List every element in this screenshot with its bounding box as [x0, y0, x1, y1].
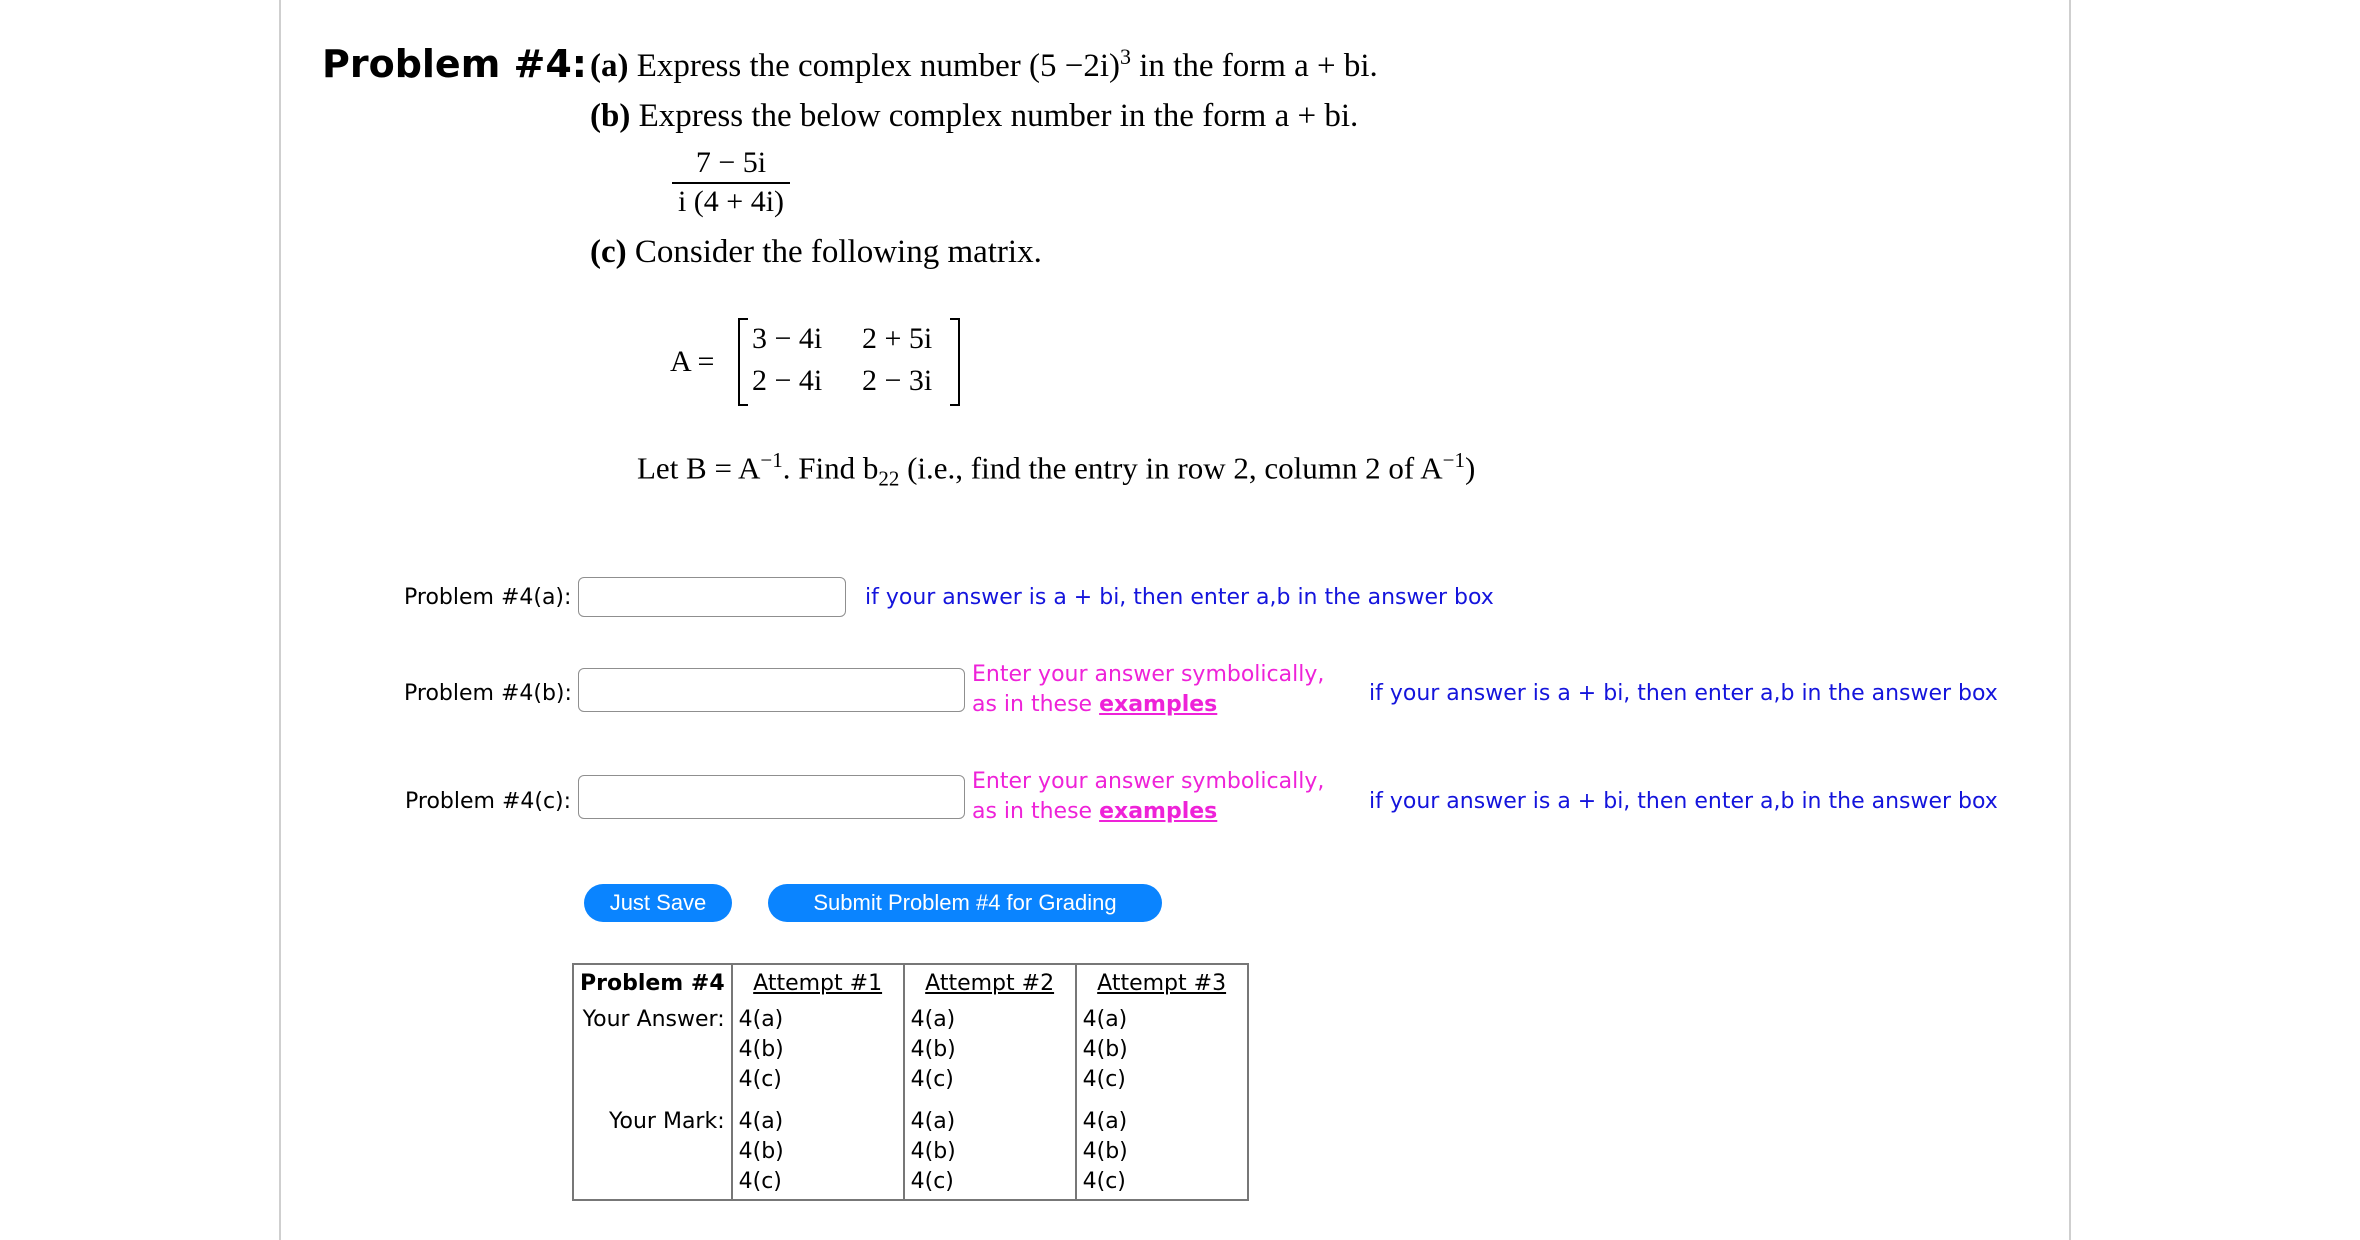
table-header-attempt-1[interactable]: Attempt #1 — [732, 964, 904, 1001]
answer-b-note-prefix: as in these — [972, 692, 1100, 717]
matrix-name: A = — [670, 345, 715, 378]
attempt-2-mark-c: 4(c) — [910, 1169, 954, 1194]
part-b-text: Express the below complex number in the form a + bi. — [638, 98, 1359, 134]
answer-c-hint: if your answer is a + bi, then enter a,b in the answer box — [1369, 789, 1998, 814]
attempt-2-mark-b: 4(b) — [910, 1139, 956, 1164]
attempt-1-answer-b: 4(b) — [738, 1037, 784, 1062]
let-text-4: ) — [1464, 450, 1476, 486]
table-header-attempt-2[interactable]: Attempt #2 — [904, 964, 1076, 1001]
answer-b-hint: if your answer is a + bi, then enter a,b in the answer box — [1369, 681, 1998, 706]
matrix-cell-11: 3 − 4i — [752, 322, 823, 355]
attempt-2-answer-c: 4(c) — [910, 1067, 954, 1092]
attempt-3-mark-c: 4(c) — [1082, 1169, 1126, 1194]
attempt-2-marks — [904, 1097, 1076, 1200]
let-text-1: Let B = A — [637, 450, 761, 486]
part-c-label: (c) — [590, 234, 627, 270]
part-c-statement — [590, 234, 1042, 271]
answer-c-note-prefix: as in these — [972, 799, 1100, 824]
answer-c-note-line1: Enter your answer symbolically, — [972, 769, 1325, 794]
your-answer-label: Your Answer: — [582, 1007, 725, 1032]
attempt-2-answers — [904, 1001, 1076, 1097]
answer-b-note-line2 — [972, 690, 1324, 720]
answer-a-hint: if your answer is a + bi, then enter a,b in the answer box — [865, 585, 1494, 610]
part-a-label: (a) — [590, 48, 629, 84]
answer-b-note-line1: Enter your answer symbolically, — [972, 662, 1325, 687]
just-save-button[interactable]: Just Save — [584, 884, 732, 922]
attempt-3-mark-a: 4(a) — [1082, 1109, 1128, 1134]
left-border-line — [279, 0, 281, 1240]
let-sup-1: −1 — [760, 448, 783, 472]
let-text-2: . Find b — [782, 450, 879, 486]
answer-b-examples-link[interactable]: examples — [1099, 692, 1218, 717]
matrix-a — [738, 318, 960, 406]
answer-c-examples-link[interactable]: examples — [1099, 799, 1218, 824]
answer-a-label: Problem #4(a): — [404, 585, 572, 610]
your-answer-row — [573, 1001, 1248, 1097]
your-mark-row — [573, 1097, 1248, 1200]
matrix-cell-21: 2 − 4i — [752, 364, 823, 397]
attempt-3-mark-b: 4(b) — [1082, 1139, 1128, 1164]
attempt-1-answer-c: 4(c) — [738, 1067, 782, 1092]
complex-fraction — [672, 146, 790, 219]
let-sup-2: −1 — [1442, 448, 1465, 472]
attempts-header-row — [573, 964, 1248, 1001]
problem-title: Problem #4: — [322, 42, 587, 86]
attempt-3-answer-a: 4(a) — [1082, 1007, 1128, 1032]
attempt-3-answer-b: 4(b) — [1082, 1037, 1128, 1062]
attempt-2-answer-a: 4(a) — [910, 1007, 956, 1032]
fraction-numerator: 7 − 5i — [672, 146, 790, 184]
attempt-1-answer-a: 4(a) — [738, 1007, 784, 1032]
answer-b-label: Problem #4(b): — [404, 681, 572, 706]
part-a-statement — [590, 44, 1378, 85]
attempt-1-mark-a: 4(a) — [738, 1109, 784, 1134]
attempt-1-marks — [732, 1097, 904, 1200]
attempt-1-mark-c: 4(c) — [738, 1169, 782, 1194]
submit-for-grading-button[interactable]: Submit Problem #4 for Grading — [768, 884, 1162, 922]
answer-c-label: Problem #4(c): — [405, 789, 572, 814]
answer-b-symbolic-note — [972, 660, 1324, 720]
matrix-cell-22: 2 − 3i — [862, 364, 933, 397]
attempt-3-answers — [1076, 1001, 1248, 1097]
let-subscript: 22 — [878, 466, 900, 491]
part-a-suffix: in the form a + bi. — [1130, 48, 1378, 84]
part-a-text: Express the complex number (5 −2i) — [636, 48, 1120, 84]
attempt-1-answers — [732, 1001, 904, 1097]
attempts-table — [572, 963, 1249, 1201]
part-c-text: Consider the following matrix. — [634, 234, 1042, 270]
fraction-denominator: i (4 + 4i) — [677, 185, 785, 218]
let-text-3: (i.e., find the entry in row 2, column 2 of A — [899, 450, 1443, 486]
part-b-statement — [590, 98, 1358, 135]
attempt-2-mark-a: 4(a) — [910, 1109, 956, 1134]
matrix-left-bracket — [738, 318, 748, 406]
answer-a-input[interactable] — [578, 577, 846, 617]
answer-b-input[interactable] — [578, 668, 965, 712]
table-header-problem: Problem #4 — [580, 971, 725, 996]
table-header-attempt-3[interactable]: Attempt #3 — [1076, 964, 1248, 1001]
attempt-1-mark-b: 4(b) — [738, 1139, 784, 1164]
attempt-3-marks — [1076, 1097, 1248, 1200]
answer-c-note-line2 — [972, 797, 1324, 827]
answer-c-symbolic-note — [972, 767, 1324, 827]
your-mark-label: Your Mark: — [609, 1109, 725, 1134]
matrix-right-bracket — [950, 318, 960, 406]
right-border-line — [2069, 0, 2071, 1240]
part-a-exponent: 3 — [1119, 44, 1131, 69]
answer-c-input[interactable] — [578, 775, 965, 819]
inverse-question — [637, 448, 1475, 492]
matrix-cell-12: 2 + 5i — [862, 322, 933, 355]
attempt-2-answer-b: 4(b) — [910, 1037, 956, 1062]
attempt-3-answer-c: 4(c) — [1082, 1067, 1126, 1092]
part-b-label: (b) — [590, 98, 631, 134]
